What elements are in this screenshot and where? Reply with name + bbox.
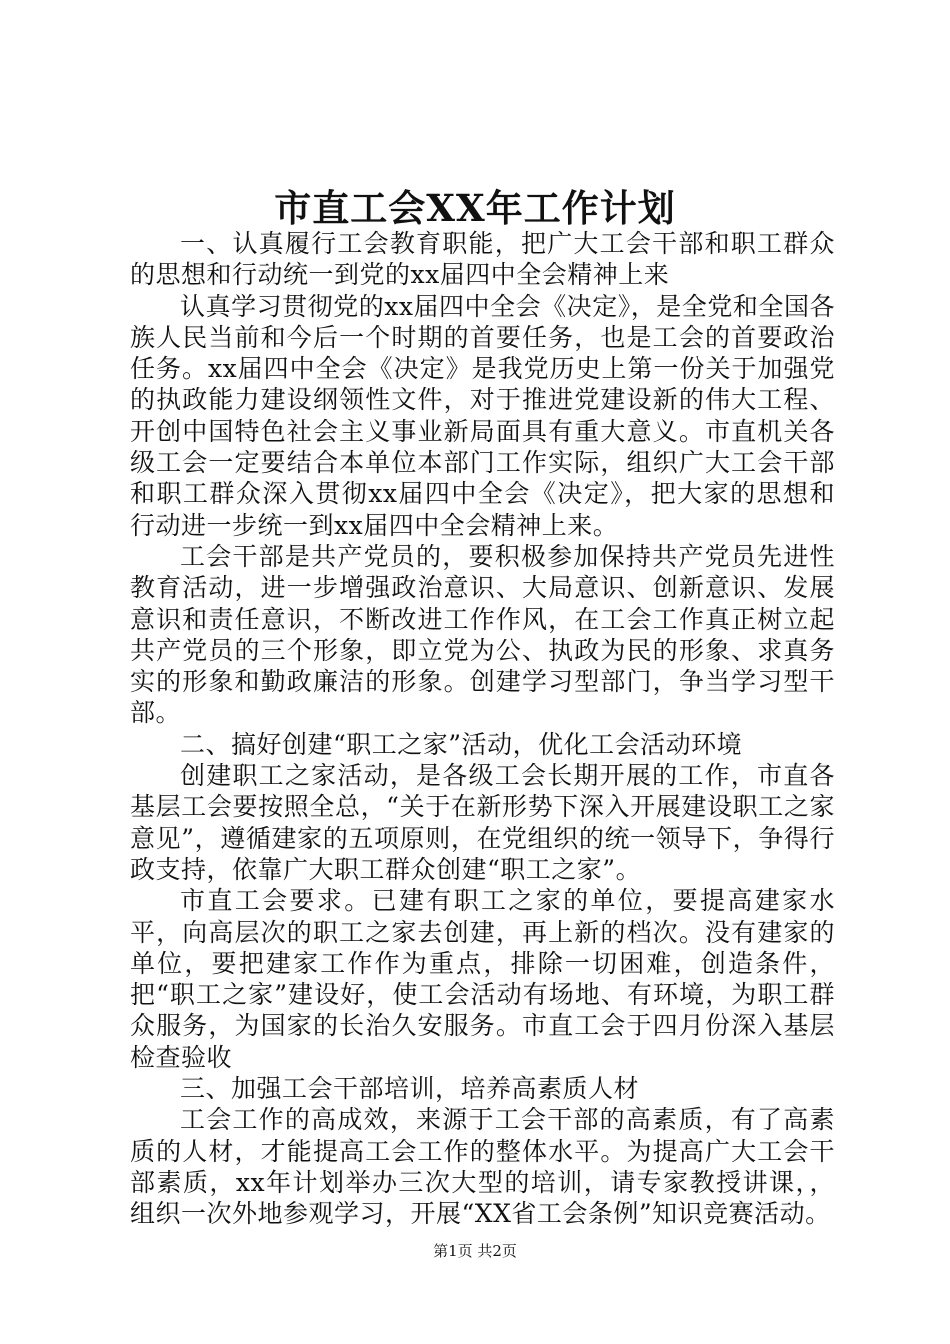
section-heading-2: 二、搞好创建“职工之家”活动，优化工会活动环境 (180, 729, 743, 759)
body-paragraph: 创建职工之家活动，是各级工会长期开展的工作，市直各基层工会要按照全总，“关于在新形势下深入开展建设职工之家意见”，遵循建家的五项原则，在党组织的统一领导下，争得行政支持，依靠广大职工群众创建“职工之家”。 (130, 761, 835, 884)
body-paragraph: 工会工作的高成效，来源于工会干部的高素质，有了高素质的人材，才能提高工会工作的整体水平。为提高广大工会干部素质，xx年计划举办三次大型的培训，请专家教授讲课，，组织一次外地参观学习，开展“XX省工会条例”知识竞赛活动。 (130, 1105, 835, 1229)
section-heading-3: 三、加强工会干部培训，培养高素质人材 (180, 1074, 640, 1104)
document-body (130, 228, 835, 1230)
page-number: 第1页 共2页 (433, 1242, 517, 1260)
document-title: 市直工会XX年工作计划 (274, 186, 676, 230)
body-paragraph: 市直工会要求。已建有职工之家的单位，要提高建家水平，向高层次的职工之家去创建，再上新的档次。没有建家的单位，要把建家工作作为重点，排除一切困难，创造条件，把“职工之家”建设好，使工会活动有场地、有环境，为职工群众服务，为国家的长治久安服务。市直工会于四月份深入基层检查验收 (130, 886, 835, 1072)
body-paragraph: 认真学习贯彻党的xx届四中全会《决定》，是全党和全国各族人民当前和今后一个时期的首要任务，也是工会的首要政治任务。xx届四中全会《决定》是我党历史上第一份关于加强党的执政能力建设纲领性文件，对于推进党建设新的伟大工程、开创中国特色社会主义事业新局面具有重大意义。市直机关各级工会一定要结合本单位本部门工作实际，组织广大工会干部和职工群众深入贯彻xx届四中全会《决定》，把大家的思想和行动进一步统一到xx届四中全会精神上来。 (130, 291, 835, 540)
section-heading-1: 一、认真履行工会教育职能，把广大工会干部和职工群众的思想和行动统一到党的xx届四中全会精神上来 (130, 229, 835, 290)
body-paragraph: 工会干部是共产党员的，要积极参加保持共产党员先进性教育活动，进一步增强政治意识、大局意识、创新意识、发展意识和责任意识，不断改进工作作风，在工会工作真正树立起共产党员的三个形象，即立党为公、执政为民的形象、求真务实的形象和勤政廉洁的形象。创建学习型部门，争当学习型干部。 (130, 541, 835, 728)
